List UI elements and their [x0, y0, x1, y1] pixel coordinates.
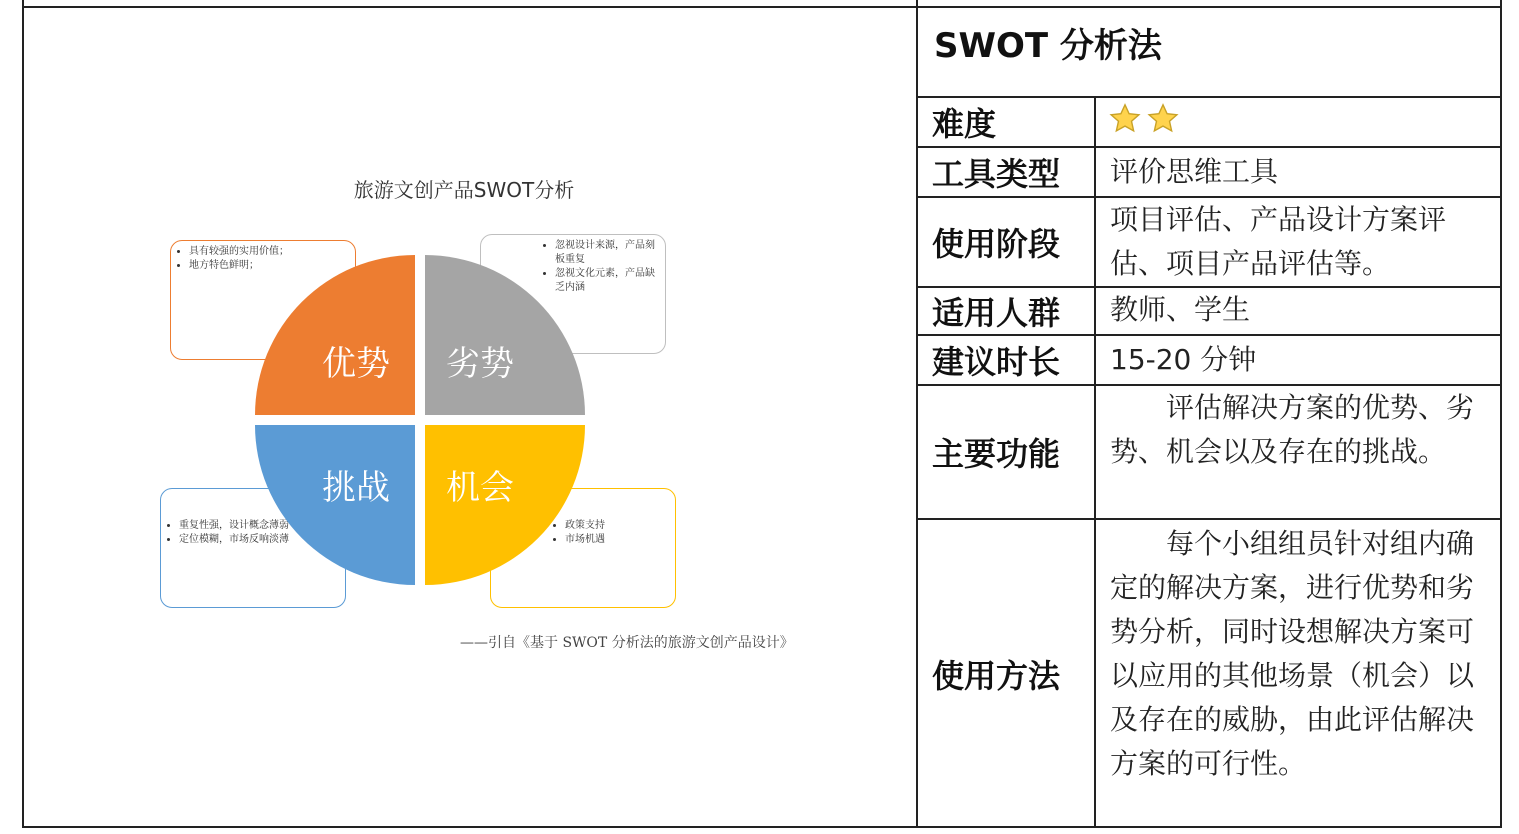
table-row — [918, 196, 1500, 286]
table-row — [918, 146, 1500, 196]
weaknesses-label: 劣势 — [446, 344, 514, 384]
top-strip-right — [916, 0, 1502, 8]
row-value: 教师、学生 — [1110, 293, 1251, 326]
row-label: 主要功能 — [932, 435, 1061, 473]
quadrant-weaknesses — [425, 255, 585, 415]
star-icon — [1146, 102, 1180, 136]
table-row — [918, 518, 1500, 828]
row-value: 项目评估、产品设计方案评估、项目产品评估等。 — [1110, 203, 1447, 280]
strength-item: • 地方特色鲜明； — [189, 259, 347, 273]
top-strip — [22, 0, 918, 8]
table-title-row — [918, 8, 1500, 96]
row-value: 评价思维工具 — [1110, 155, 1279, 188]
row-value: 评估解决方案的优势、劣势、机会以及存在的挑战。 — [1110, 391, 1475, 468]
threats-label: 挑战 — [322, 468, 390, 508]
figure-citation: ——引自《基于 SWOT 分析法的旅游文创产品设计》 — [460, 635, 794, 651]
row-label: 适用人群 — [932, 294, 1061, 332]
figure-title: 旅游文创产品SWOT分析 — [353, 178, 575, 202]
row-value: 15-20 分钟 — [1110, 343, 1257, 376]
row-label: 工具类型 — [932, 155, 1061, 193]
threat-item: • 重复性强，设计概念薄弱 — [179, 519, 337, 533]
weakness-item: • 忽视设计来源，产品刻板重复 — [555, 239, 657, 267]
difficulty-stars — [1108, 102, 1180, 136]
table-row — [918, 334, 1500, 384]
opportunities-label: 机会 — [446, 468, 514, 508]
star-icon — [1108, 102, 1142, 136]
swot-pie — [250, 250, 590, 590]
row-value: 每个小组组员针对组内确定的解决方案，进行优势和劣势分析，同时设想解决方案可以应用的其他场景（机会）以及存在的威胁，由此评估解决方案的可行性。 — [1110, 527, 1475, 780]
row-label: 建议时长 — [932, 343, 1061, 381]
table-title: SWOT 分析法 — [934, 26, 1162, 66]
swot-figure — [24, 8, 916, 826]
table-row — [918, 286, 1500, 334]
row-label: 使用阶段 — [932, 225, 1061, 263]
strength-item: • 具有较强的实用价值； — [189, 245, 347, 259]
weakness-item: • 忽视文化元素，产品缺乏内涵 — [555, 267, 657, 295]
row-label: 难度 — [932, 105, 997, 143]
threat-item: • 定位模糊，市场反响淡薄 — [179, 533, 337, 547]
table-row — [918, 96, 1500, 146]
row-label: 使用方法 — [932, 657, 1061, 695]
opportunity-item: • 市场机遇 — [565, 533, 667, 547]
opportunity-item: • 政策支持 — [565, 519, 667, 533]
strengths-label: 优势 — [322, 344, 390, 384]
quadrant-strengths — [255, 255, 415, 415]
table-row — [918, 384, 1500, 518]
